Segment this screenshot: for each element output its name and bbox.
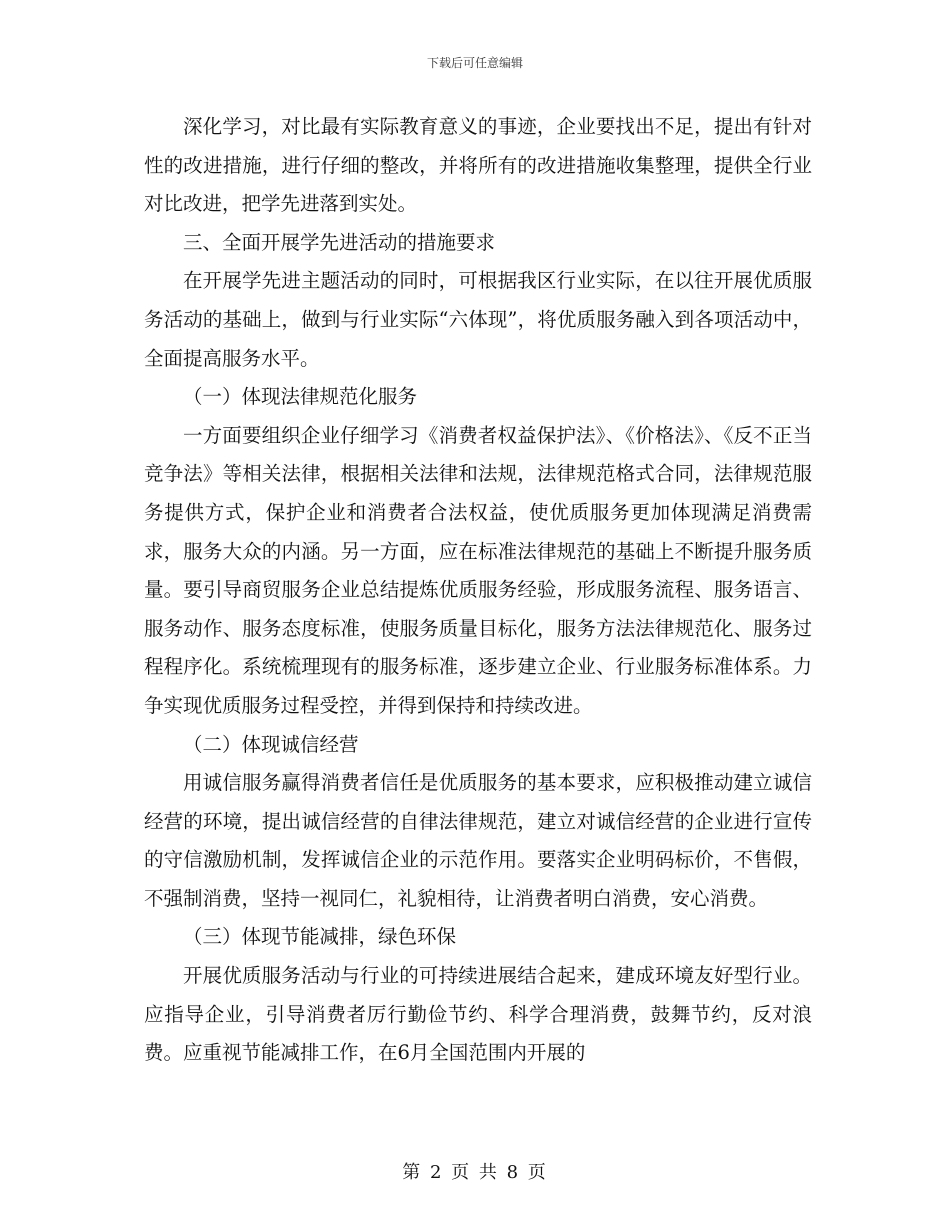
paragraph: 在开展学先进主题活动的同时，可根据我区行业实际，在以往开展优质服务活动的基础上，做到与行业实际“六体现”，将优质服务融入到各项活动中，全面提高服务水平。 [144,269,812,370]
subsection-heading: （一）体现法律规范化服务 [183,385,418,409]
subsection-heading: （二）体现诚信经营 [183,732,359,756]
paragraph: 一方面要组织企业仔细学习《消费者权益保护法》、《价格法》、《反不正当竞争法》等相关法律，根据相关法律和法规，法律规范格式合同，法律规范服务提供方式，保护企业和消费者合法权益，使优质服务更加体现满足消费需求，服务大众的内涵。另一方面，应在标准法律规范的基础上不断提升服务质量。要引导商贸服务企业总结提炼优质服务经验，形成服务流程、服务语言、服务动作、服务态度标准，使服务质量目标化，服务方法法律规范化、服务过程程序化。系统梳理现有的服务标准，逐步建立企业、行业服务标准体系。力争实现优质服务过程受控，并得到保持和持续改进。 [144,423,812,717]
section-heading: 三、全面开展学先进活动的措施要求 [183,230,496,254]
paragraph: 深化学习，对比最有实际教育意义的事迹，企业要找出不足，提出有针对性的改进措施，进行仔细的整改，并将所有的改进措施收集整理，提供全行业对比改进，把学先进落到实处。 [144,115,812,216]
paragraph: 开展优质服务活动与行业的可持续进展结合起来，建成环境友好型行业。应指导企业，引导消费者厉行勤俭节约、科学合理消费，鼓舞节约，反对浪费。应重视节能减排工作，在6月全国范围内开展的 [144,964,812,1065]
page-footer: 第 2 页 共 8 页 [402,1162,548,1183]
subsection-heading: （三）体现节能减排，绿色环保 [183,925,457,949]
page-header: 下载后可任意编辑 [426,56,523,70]
paragraph: 用诚信服务赢得消费者信任是优质服务的基本要求，应积极推动建立诚信经营的环境，提出诚信经营的自律法律规范，建立对诚信经营的企业进行宣传的守信激励机制，发挥诚信企业的示范作用。要落实企业明码标价，不售假，不强制消费，坚持一视同仁，礼貌相待，让消费者明白消费，安心消费。 [144,771,812,910]
document-body [144,108,812,1073]
